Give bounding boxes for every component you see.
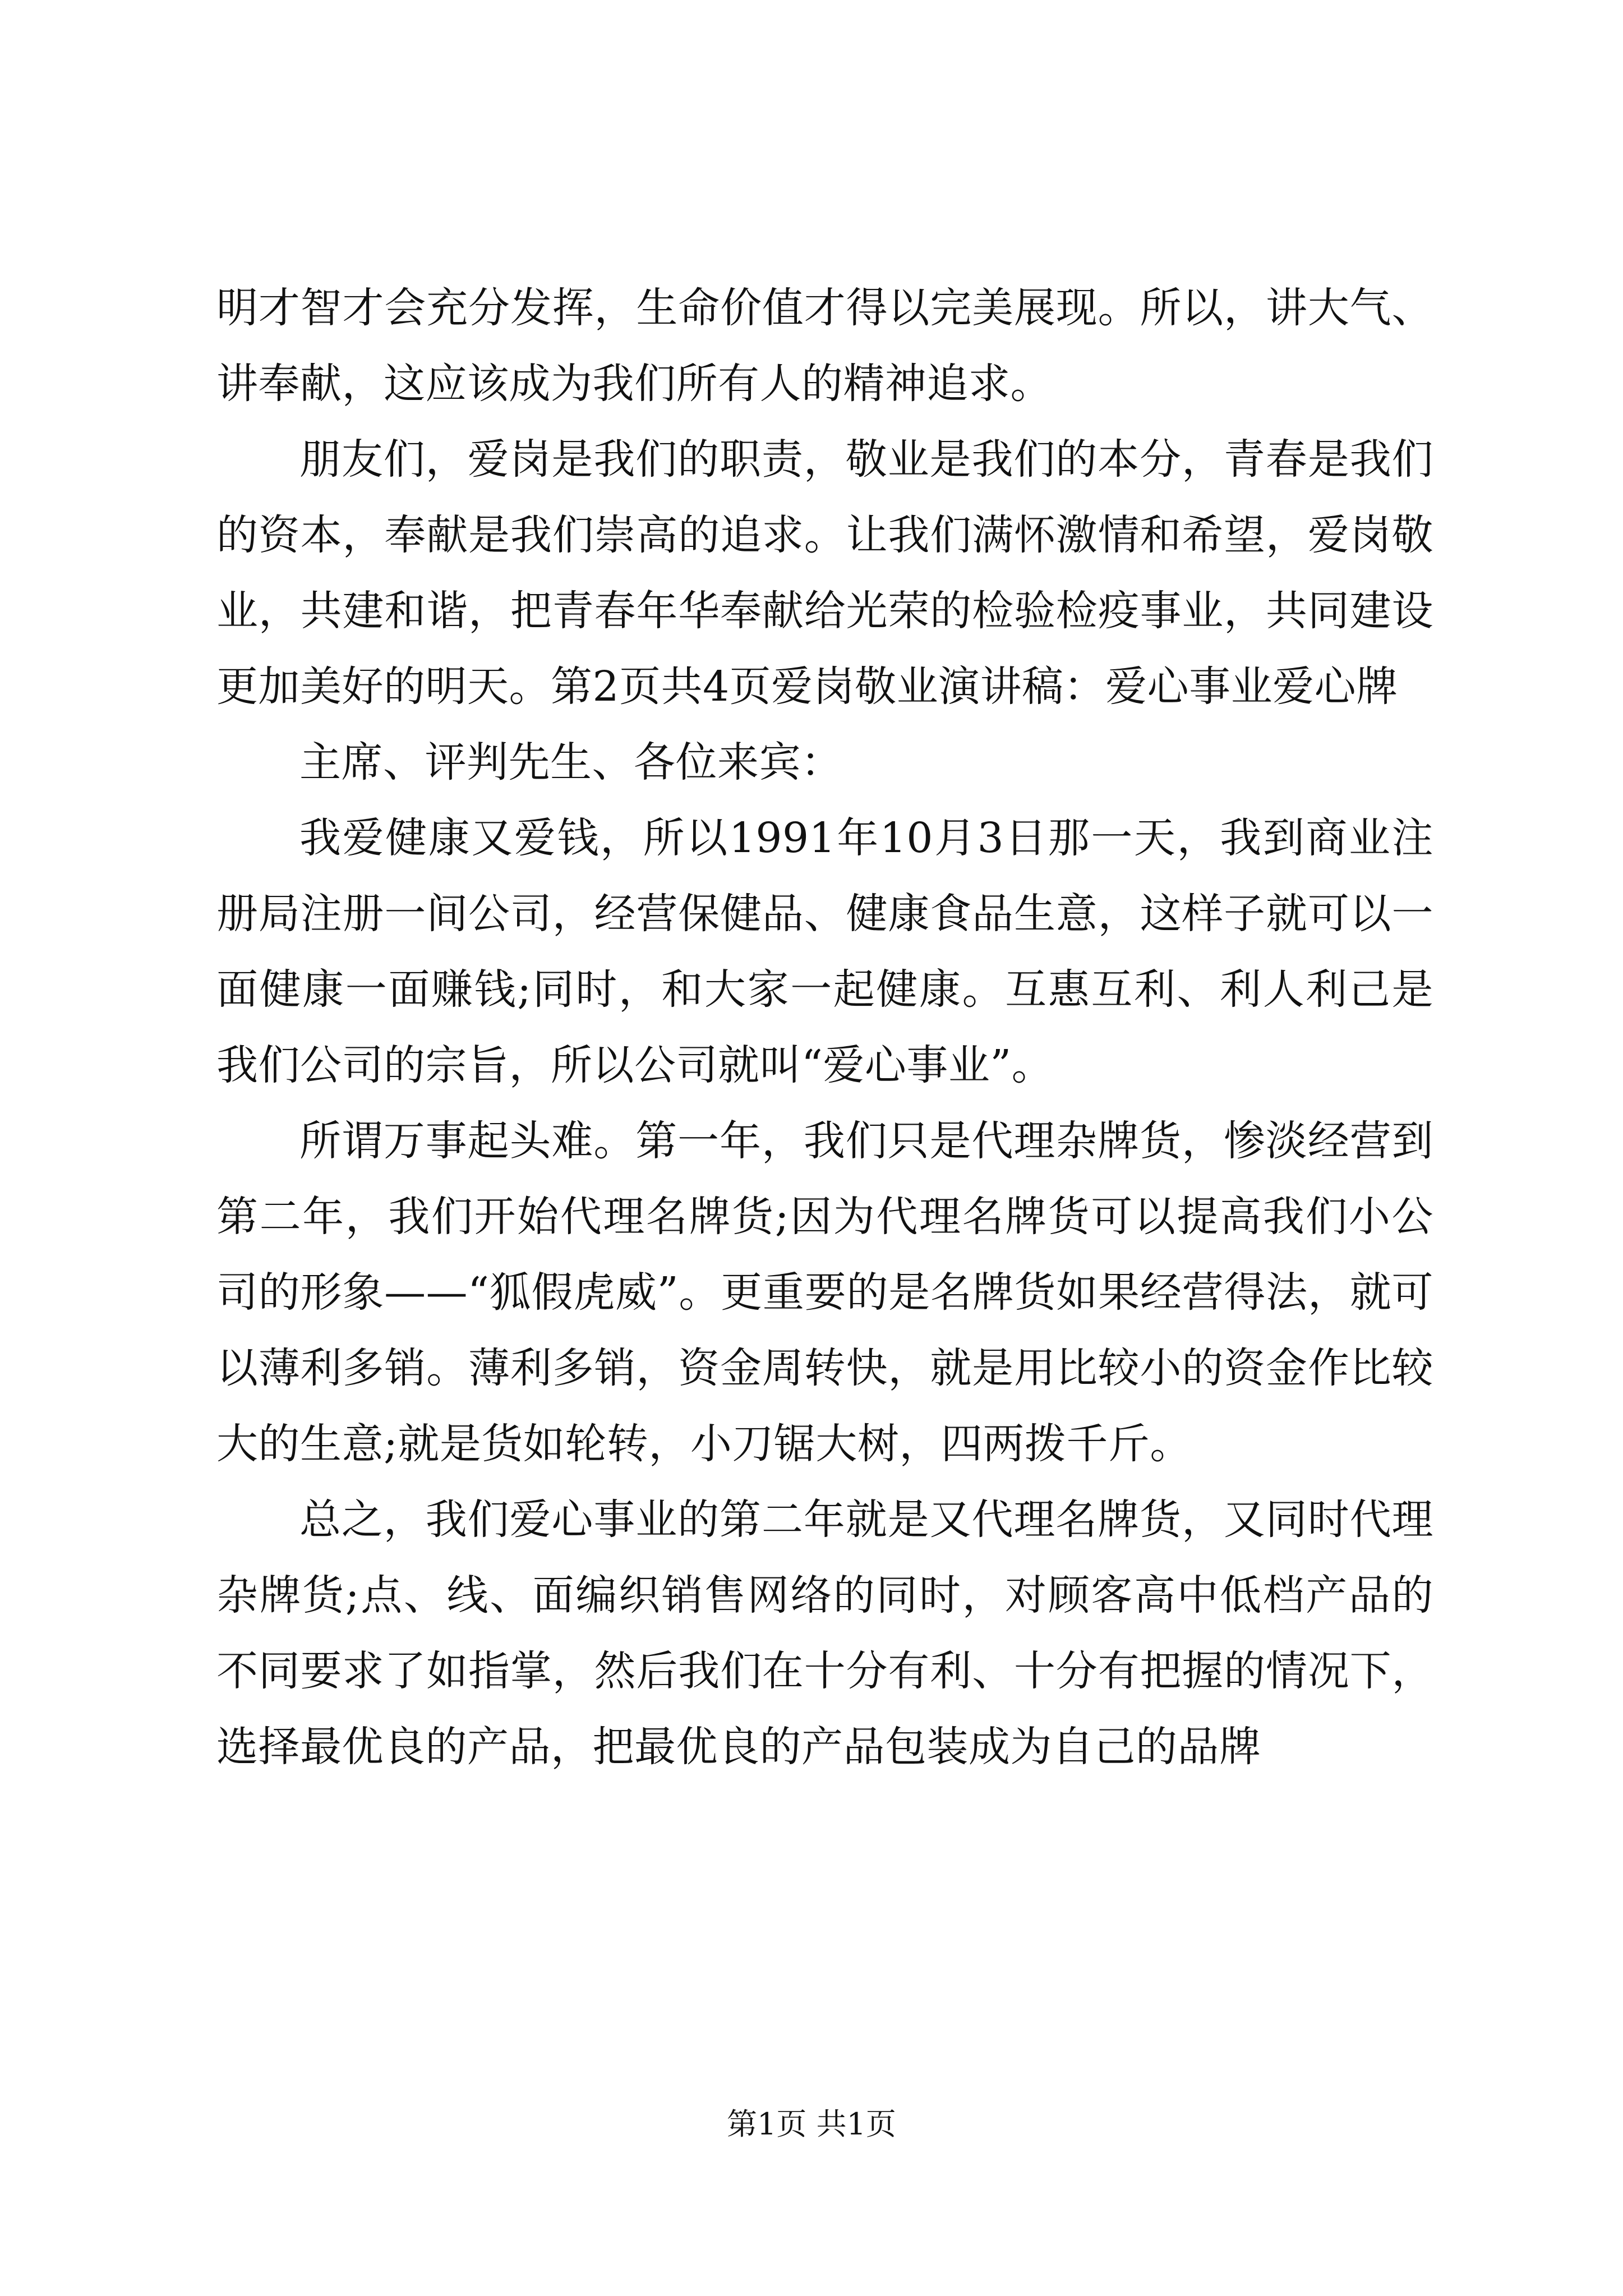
document-body	[216, 270, 1433, 1785]
page-footer: 第1页 共1页	[727, 2106, 896, 2142]
paragraph-5: 所谓万事起头难。第一年，我们只是代理杂牌货，惨淡经营到第二年，我们开始代理名牌货;因为代理名牌货可以提高我们小公司的形象——“狐假虎威”。更重要的是名牌货如果经营得法，就可以薄利多销。薄利多销，资金周转快，就是用比较小的资金作比较大的生意;就是货如轮转，小刀锯大树，四两拨千斤。	[216, 1117, 1433, 1468]
paragraph-1: 明才智才会充分发挥，生命价值才得以完美展现。所以，讲大气、讲奉献，这应该成为我们所有人的精神追求。	[216, 284, 1433, 408]
paragraph-4: 我爱健康又爱钱，所以1991年10月3日那一天，我到商业注册局注册一间公司，经营保健品、健康食品生意，这样子就可以一面健康一面赚钱;同时，和大家一起健康。互惠互利、利人利己是我们公司的宗旨，所以公司就叫“爱心事业”。	[216, 814, 1433, 1089]
paragraph-3: 主席、评判先生、各位来宾：	[299, 738, 843, 786]
paragraph-2: 朋友们，爱岗是我们的职责，敬业是我们的本分，青春是我们的资本，奉献是我们崇高的追求。让我们满怀激情和希望，爱岗敬业，共建和谐，把青春年华奉献给光荣的检验检疫事业，共同建设更加美好的明天。第2页共4页爱岗敬业演讲稿：爱心事业爱心牌	[216, 435, 1433, 711]
paragraph-6: 总之，我们爱心事业的第二年就是又代理名牌货，又同时代理杂牌货;点、线、面编织销售网络的同时，对顾客高中低档产品的不同要求了如指掌，然后我们在十分有利、十分有把握的情况下，选择最优良的产品，把最优良的产品包装成为自己的品牌	[216, 1496, 1433, 1771]
